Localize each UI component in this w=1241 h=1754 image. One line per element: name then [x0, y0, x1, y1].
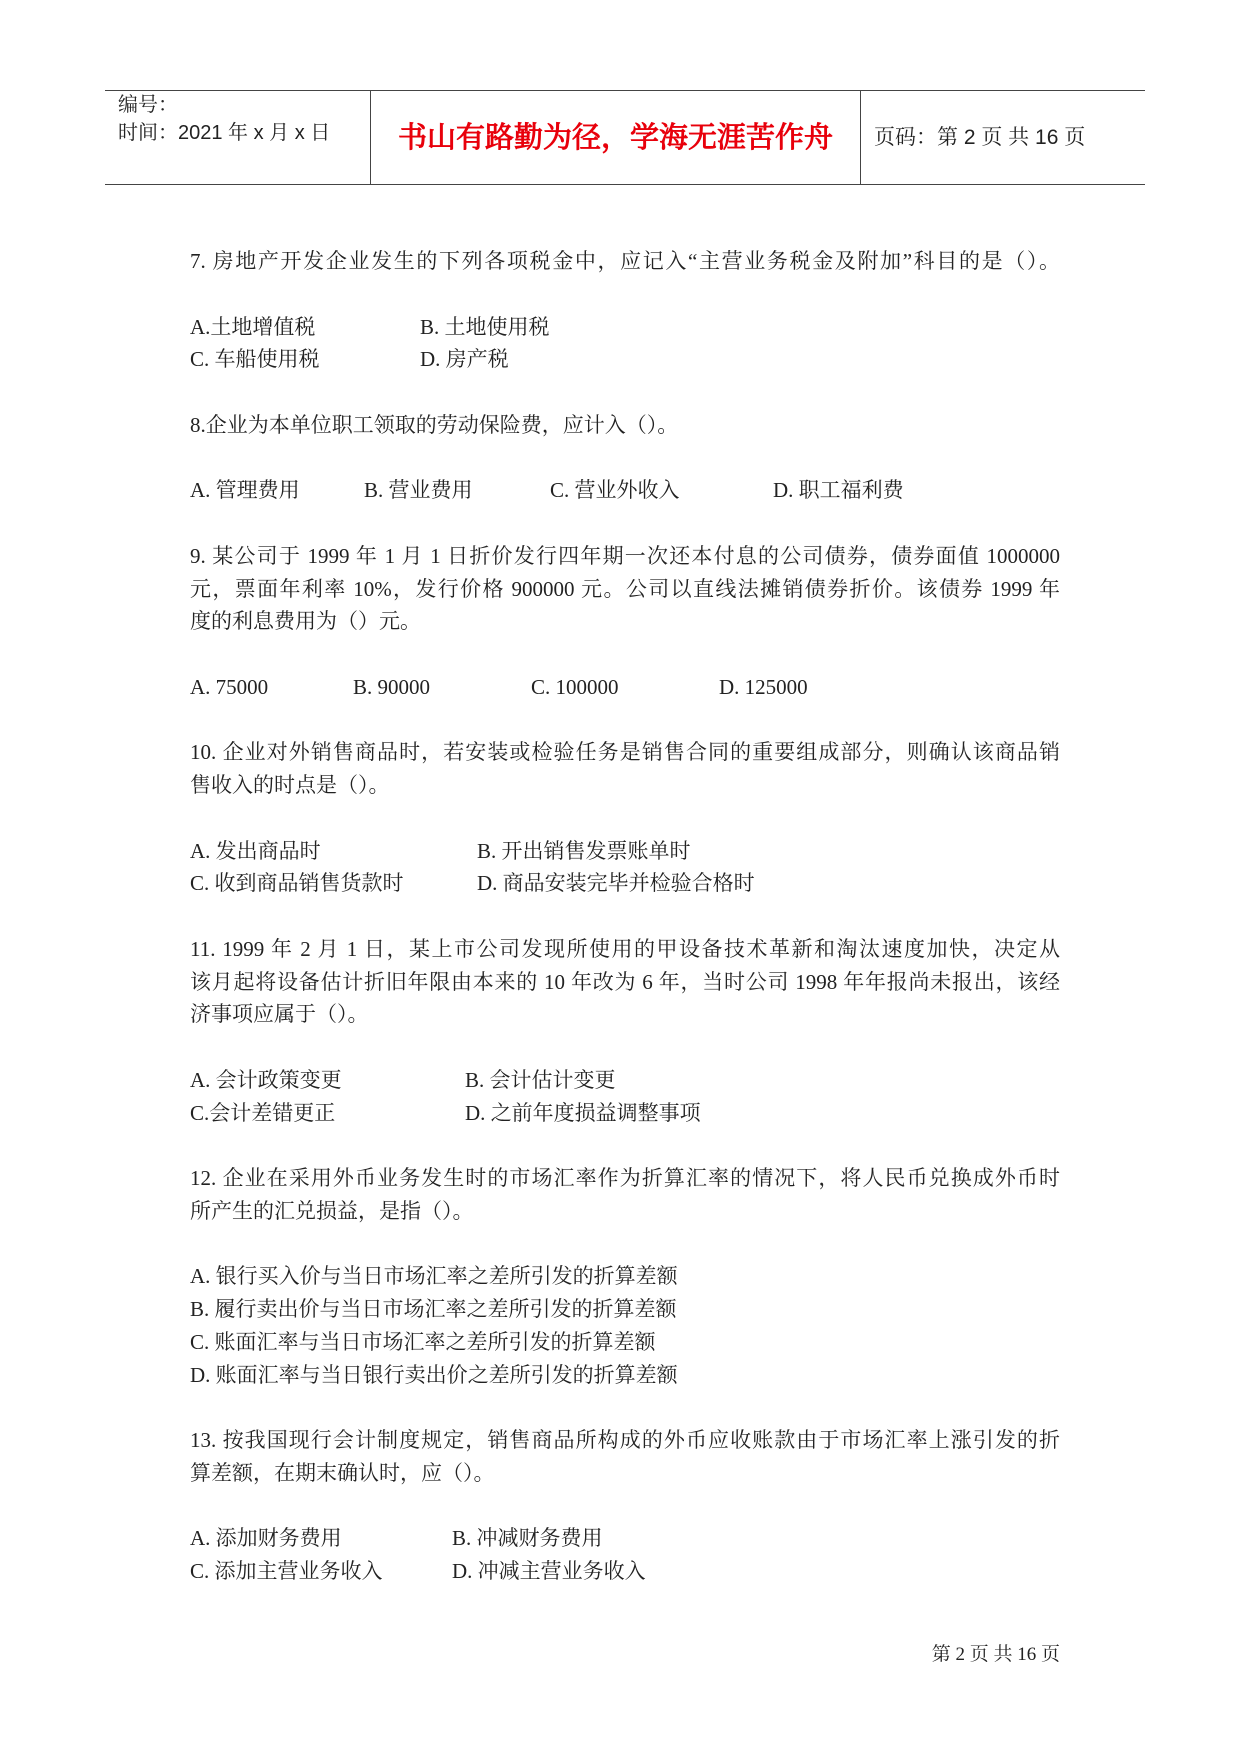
question-10 — [190, 736, 1060, 900]
option-d: D. 职工福利费 — [773, 478, 904, 503]
option-d: D. 商品安装完毕并检验合格时 — [477, 871, 755, 896]
question-11-stem — [190, 933, 1060, 1031]
question-9 — [190, 540, 1060, 704]
option-d: D. 之前年度损益调整事项 — [465, 1100, 701, 1125]
question-stem-line: 12. 企业在采用外币业务发生时的市场汇率作为折算汇率的情况下，将人民币兑换成外币时 — [190, 1166, 1060, 1190]
question-12-options — [190, 1260, 1060, 1391]
option-row — [190, 1555, 1060, 1588]
question-8 — [190, 409, 1060, 507]
question-stem-line: 售收入的时点是（）。 — [190, 773, 390, 797]
question-stem-line: 13. 按我国现行会计制度规定，销售商品所构成的外币应收账款由于市场汇率上涨引发的折 — [190, 1428, 1060, 1452]
question-7-stem — [190, 245, 1060, 278]
option-c: C. 营业外收入 — [550, 478, 680, 503]
question-stem-line: 7. 房地产开发企业发生的下列各项税金中，应记入“主营业务税金及附加”科目的是（）。 — [190, 249, 1060, 273]
question-stem-line: 济事项应属于（）。 — [190, 1002, 369, 1027]
option-row — [190, 1522, 1060, 1555]
question-13 — [190, 1424, 1060, 1588]
question-8-options — [190, 474, 1060, 507]
question-list — [190, 245, 1060, 1621]
option-b: B. 履行卖出价与当日市场汇率之差所引发的折算差额 — [190, 1297, 677, 1321]
page-footer-number: 第 2 页 共 16 页 — [931, 1644, 1060, 1665]
option-d: D. 冲减主营业务收入 — [452, 1559, 646, 1583]
question-9-options — [190, 671, 1060, 704]
option-b: B. 90000 — [353, 674, 431, 699]
page-header-table — [105, 90, 1145, 185]
question-9-stem — [190, 540, 1060, 638]
option-c: C. 添加主营业务收入 — [190, 1559, 383, 1583]
question-13-stem — [190, 1424, 1060, 1490]
header-motto-cell — [370, 91, 861, 184]
option-a: A. 银行买入价与当日市场汇率之差所引发的折算差额 — [190, 1264, 678, 1289]
option-b: B. 冲减财务费用 — [452, 1526, 603, 1551]
option-row — [190, 474, 1060, 507]
question-stem-line: 8.企业为本单位职工领取的劳动保险费，应计入（）。 — [190, 412, 679, 437]
option-c: C. 账面汇率与当日市场汇率之差所引发的折算差额 — [190, 1329, 656, 1354]
option-c: C.会计差错更正 — [190, 1100, 336, 1125]
question-10-options — [190, 835, 1060, 901]
question-stem-line: 9. 某公司于 1999 年 1 月 1 日折价发行四年期一次还本付息的公司债券，债券面值 1000000 — [190, 543, 1060, 568]
option-row — [190, 867, 1060, 900]
option-b: B. 开出销售发票账单时 — [477, 838, 691, 863]
question-8-stem — [190, 409, 1060, 442]
question-11 — [190, 933, 1060, 1130]
question-11-options — [190, 1064, 1060, 1130]
option-d: D. 账面汇率与当日银行卖出价之差所引发的折算差额 — [190, 1362, 678, 1387]
question-stem-line: 度的利息费用为（）元。 — [190, 609, 421, 634]
option-c: C. 收到商品销售货款时 — [190, 871, 404, 896]
option-row — [190, 1326, 1060, 1359]
option-b: B. 会计估计变更 — [465, 1067, 616, 1092]
time-label: 时间：2021 年 x 月 x 日 — [118, 122, 331, 144]
header-page-info: 页码：第 2 页 共 16 页 — [874, 125, 1086, 149]
header-info-cell — [105, 91, 370, 184]
option-a: A. 会计政策变更 — [190, 1067, 342, 1092]
question-stem-line: 10. 企业对外销售商品时，若安装或检验任务是销售合同的重要组成部分，则确认该商品销 — [190, 740, 1060, 765]
option-d: D. 房产税 — [420, 347, 509, 372]
option-row — [190, 835, 1060, 868]
option-row — [190, 671, 1060, 704]
question-13-options — [190, 1522, 1060, 1588]
option-row — [190, 343, 1060, 376]
option-c: C. 车船使用税 — [190, 347, 320, 372]
option-row — [190, 1260, 1060, 1293]
motto: 书山有路勤为径，学海无涯苦作舟 — [397, 121, 833, 154]
option-a: A.土地增值税 — [190, 314, 316, 339]
option-a: A. 管理费用 — [190, 478, 300, 503]
option-row — [190, 311, 1060, 344]
question-stem-line: 所产生的汇兑损益，是指（）。 — [190, 1198, 474, 1223]
question-7 — [190, 245, 1060, 376]
option-row — [190, 1293, 1060, 1326]
question-7-options — [190, 311, 1060, 377]
question-stem-line: 算差额，在期末确认时，应（）。 — [190, 1460, 495, 1485]
question-stem-line: 该月起将设备估计折旧年限由本来的 10 年改为 6 年，当时公司 1998 年年报尚未报出，该经 — [190, 969, 1060, 994]
option-b: B. 营业费用 — [364, 478, 473, 503]
question-stem-line: 元，票面年利率 10%，发行价格 900000 元。公司以直线法摊销债券折价。该债券 1999 年 — [190, 576, 1060, 601]
option-row — [190, 1359, 1060, 1392]
option-a: A. 75000 — [190, 674, 269, 699]
option-a: A. 添加财务费用 — [190, 1526, 342, 1551]
header-page-cell — [861, 91, 1145, 184]
option-b: B. 土地使用税 — [420, 314, 550, 339]
question-12-stem — [190, 1162, 1060, 1228]
option-a: A. 发出商品时 — [190, 838, 321, 863]
serial-number-label: 编号： — [118, 94, 178, 116]
option-row — [190, 1097, 1060, 1130]
option-row — [190, 1064, 1060, 1097]
question-12 — [190, 1162, 1060, 1391]
question-10-stem — [190, 736, 1060, 802]
option-c: C. 100000 — [531, 674, 619, 699]
question-stem-line: 11. 1999 年 2 月 1 日，某上市公司发现所使用的甲设备技术革新和淘汰速度加快，决定从 — [190, 936, 1060, 961]
option-d: D. 125000 — [719, 674, 808, 699]
